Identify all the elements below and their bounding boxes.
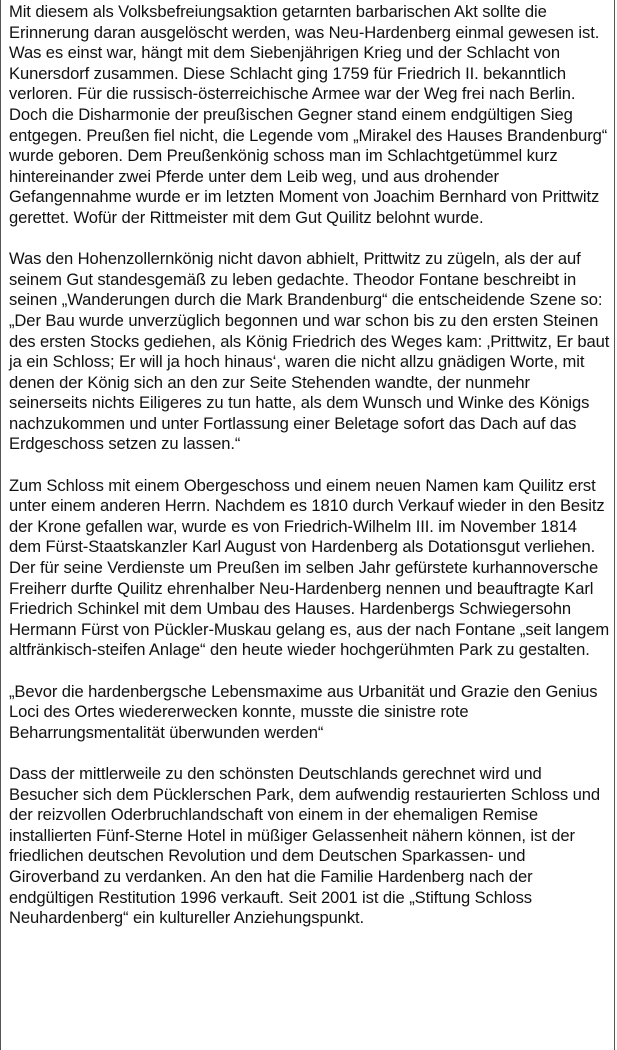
article-body	[9, 2, 612, 949]
paragraph-stiftung: Dass der mittlerweile zu den schönsten Deutschlands gerechnet wird und Besucher sich dem Pücklerschen Park, dem aufwendig restaurierten Schloss und der reizvollen Oderbruchlandschaft von einem in der ehemaligen Remise installierten Fünf-Sterne Hotel in müßiger Gelassenheit nähern können, ist der friedlichen deutschen Revolution und dem Deutschen Sparkassen- und Giroverband zu verdanken. An den hat die Familie Hardenberg nach der endgültigen Restitution 1996 verkauft. Seit 2001 ist die „Stiftung Schloss Neuhardenberg“ ein kultureller Anziehungspunkt.	[9, 763, 600, 928]
paragraph-hardenberg: Zum Schloss mit einem Obergeschoss und einem neuen Namen kam Quilitz erst unter einem anderen Herrn. Nachdem es 1810 durch Verkauf wieder in den Besitz der Krone gefallen war, wurde es von Friedrich-Wilhelm III. im November 1814 dem Fürst-Staatskanzler Karl August von Hardenberg als Dotationsgut verliehen. Der für seine Verdienste um Preußen im selben Jahr gefürstete kurhannoversche Freiherr durfte Quilitz ehrenhalber Neu-Hardenberg nennen und beauftragte Karl Friedrich Schinkel mit dem Umbau des Hauses. Hardenbergs Schwiegersohn Hermann Fürst von Pückler-Muskau gelang es, aus der nach Fontane „seit langem altfränkisch-steifen Anlage“ den heute wieder hochgerühmten Park zu gestalten.	[9, 475, 610, 660]
paragraph-kunersdorf: Mit diesem als Volksbefreiungsaktion getarnten barbarischen Akt sollte die Erinnerung daran ausgelöscht werden, was Neu-Hardenberg einmal gewesen ist. Was es einst war, hängt mit dem Siebenjährigen Krieg und der Schlacht von Kunersdorf zusammen. Diese Schlacht ging 1759 für Friedrich II. bekanntlich verloren. Für die russisch-österreichische Armee war der Weg frei nach Berlin. Doch die Disharmonie der preußischen Gegner stand einem endgültigen Sieg entgegen. Preußen fiel nicht, die Legende vom „Mirakel des Hauses Brandenburg“ wurde geboren. Dem Preußenkönig schoss man im Schlachtgetümmel kurz hintereinander zwei Pferde unter dem Leib weg, und aus drohender Gefangennahme wurde er im letzten Moment von Joachim Bernhard von Prittwitz gerettet. Wofür der Rittmeister mit dem Gut Quilitz belohnt wurde.	[9, 2, 608, 227]
paragraph-fontane-scene: Was den Hohenzollernkönig nicht davon abhielt, Prittwitz zu zügeln, als der auf seinem Gut standesgemäß zu leben gedachte. Theodor Fontane beschreibt in seinen „Wanderungen durch die Mark Brandenburg“ die entscheidende Szene so: „Der Bau wurde unverzüglich begonnen und war schon bis zu den ersten Steinen des ersten Stocks gediehen, als König Friedrich des Weges kam: ‚Prittwitz, Er baut ja ein Schloss; Er will ja hoch hinaus‘, waren die nicht allzu gnädigen Worte, mit denen der König sich an den zur Seite Stehenden wandte, der nunmehr seinerseits nichts Eiligeres zu tun hatte, als dem Wunsch und Winke des Königs nachzukommen und unter Fortlassung einer Beletage sofort das Dach auf das Erdgeschoss setzen zu lassen.“	[9, 249, 610, 454]
paragraph-quote: „Bevor die hardenbergsche Lebensmaxime aus Urbanität und Grazie den Genius Loci des Ortes wiedererwecken konnte, musste die sinistre rote Beharrungsmentalität überwunden werden“	[9, 681, 598, 742]
